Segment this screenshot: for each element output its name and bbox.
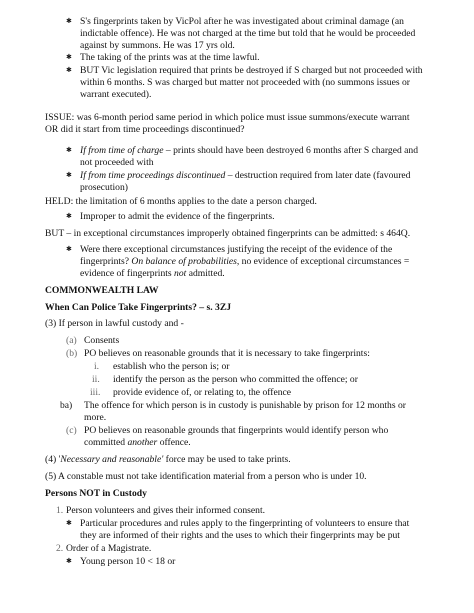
held-line: HELD: the limitation of 6 months applies to the date a person charged.: [45, 196, 317, 207]
italic-text: another: [127, 437, 158, 448]
list-marker: iii.: [90, 387, 101, 398]
text-line: (3) If person in lawful custody and -: [45, 318, 184, 329]
text-span: offence.: [157, 437, 191, 448]
text-span: evidence of fingerprints: [80, 268, 175, 279]
text-line: PO believes on reasonable grounds that it is necessary to take fingerprints:: [84, 348, 370, 359]
text-span: fingerprints?: [80, 256, 132, 267]
bullet-icon: ✱: [66, 53, 72, 61]
text-span: committed: [84, 437, 128, 448]
bullet-icon: ✱: [66, 519, 72, 527]
but-line: BUT – in exceptional circumstances improperly obtained fingerprints can be admitted: s 464Q.: [45, 228, 411, 239]
text-line: identify the person as the person who committed the offence; or: [113, 374, 358, 385]
list-marker: (c): [66, 425, 77, 436]
text-line: [80, 256, 409, 268]
text-line: indictable offence). He was not charged at the time but told that he would be proceeded: [80, 28, 416, 39]
text-line: Improper to admit the evidence of the fingerprints.: [80, 211, 275, 222]
text-line: Were there exceptional circumstances justifying the receipt of the evidence of the: [80, 244, 393, 255]
section-subheading: When Can Police Take Fingerprints? – s. 3ZJ: [45, 302, 232, 313]
bullet-icon: ✱: [66, 557, 72, 565]
text-line: S's fingerprints taken by VicPol after he was investigated about criminal damage (an: [80, 16, 404, 27]
bullet-icon: ✱: [66, 171, 72, 179]
text-line: against by summons. He was 17 yrs old.: [80, 40, 235, 51]
text-line: provide evidence of, or relating to, the offence: [113, 387, 292, 398]
list-marker: ii.: [92, 374, 100, 385]
text-line: Order of a Magistrate.: [66, 543, 152, 554]
text-line: Young person 10 < 18 or: [80, 556, 176, 567]
text-line: [80, 170, 410, 182]
bullet-icon: ✱: [66, 66, 72, 74]
section-heading: COMMONWEALTH LAW: [45, 285, 159, 296]
italic-text: If from time proceedings discontinued: [80, 170, 226, 181]
list-marker: i.: [94, 361, 100, 372]
text-line: Particular procedures and rules apply to the fingerprinting of volunteers to ensure that: [80, 518, 410, 529]
list-marker: 2.: [56, 543, 64, 554]
text-span: admitted.: [186, 268, 225, 279]
text-line: warrant executed).: [80, 89, 152, 100]
bullet-icon: ✱: [66, 245, 72, 253]
text-line: (5) A constable must not take identification material from a person who is under 10.: [45, 471, 367, 482]
text-line: not proceeded with: [80, 157, 154, 168]
bullet-icon: ✱: [66, 17, 72, 25]
text-line: they are informed of their rights and the uses to which their fingerprints may be put: [80, 530, 400, 541]
text-line: The taking of the prints was at the time lawful.: [80, 52, 260, 63]
list-marker: 1.: [56, 505, 64, 516]
text-line: prosecution): [80, 182, 128, 193]
italic-text: On balance of probabilities: [131, 256, 237, 267]
list-marker: (b): [66, 348, 78, 359]
italic-text: not: [174, 268, 187, 279]
issue-line: OR did it start from time proceedings discontinued?: [45, 124, 245, 135]
issue-line: ISSUE: was 6-month period same period in which police must issue summons/execute warrant: [45, 112, 410, 123]
section-subheading: Persons NOT in Custody: [45, 488, 147, 499]
text-span: – prints should have been destroyed 6 months after S charged and: [163, 145, 419, 156]
text-span: force may be used to take prints.: [163, 454, 291, 465]
text-line: Consents: [84, 335, 120, 346]
bullet-icon: ✱: [66, 212, 72, 220]
text-line: [45, 454, 291, 466]
text-line: The offence for which person is in custody is punishable by prison for 12 months or: [84, 400, 406, 411]
text-line: within 6 months. S was charged but matter not proceeded with (no summons issues or: [80, 77, 410, 88]
text-span: (4) ': [45, 454, 61, 465]
text-span: , no evidence of exceptional circumstances =: [236, 256, 410, 267]
italic-text: Necessary and reasonable': [60, 454, 164, 465]
list-marker: ba): [60, 400, 73, 411]
text-line: BUT Vic legislation required that prints be destroyed if S charged but not proceeded with: [80, 65, 423, 76]
text-span: – destruction required from later date (favoured: [225, 170, 411, 181]
text-line: [80, 268, 225, 280]
text-line: [80, 145, 418, 157]
text-line: [84, 437, 191, 449]
bullet-icon: ✱: [66, 146, 72, 154]
text-line: Person volunteers and gives their informed consent.: [66, 505, 266, 516]
text-line: more.: [84, 412, 107, 423]
list-marker: (a): [66, 335, 77, 346]
text-line: establish who the person is; or: [113, 361, 230, 372]
italic-text: If from time of charge: [80, 145, 164, 156]
text-line: PO believes on reasonable grounds that fingerprints would identify person who: [84, 425, 389, 436]
